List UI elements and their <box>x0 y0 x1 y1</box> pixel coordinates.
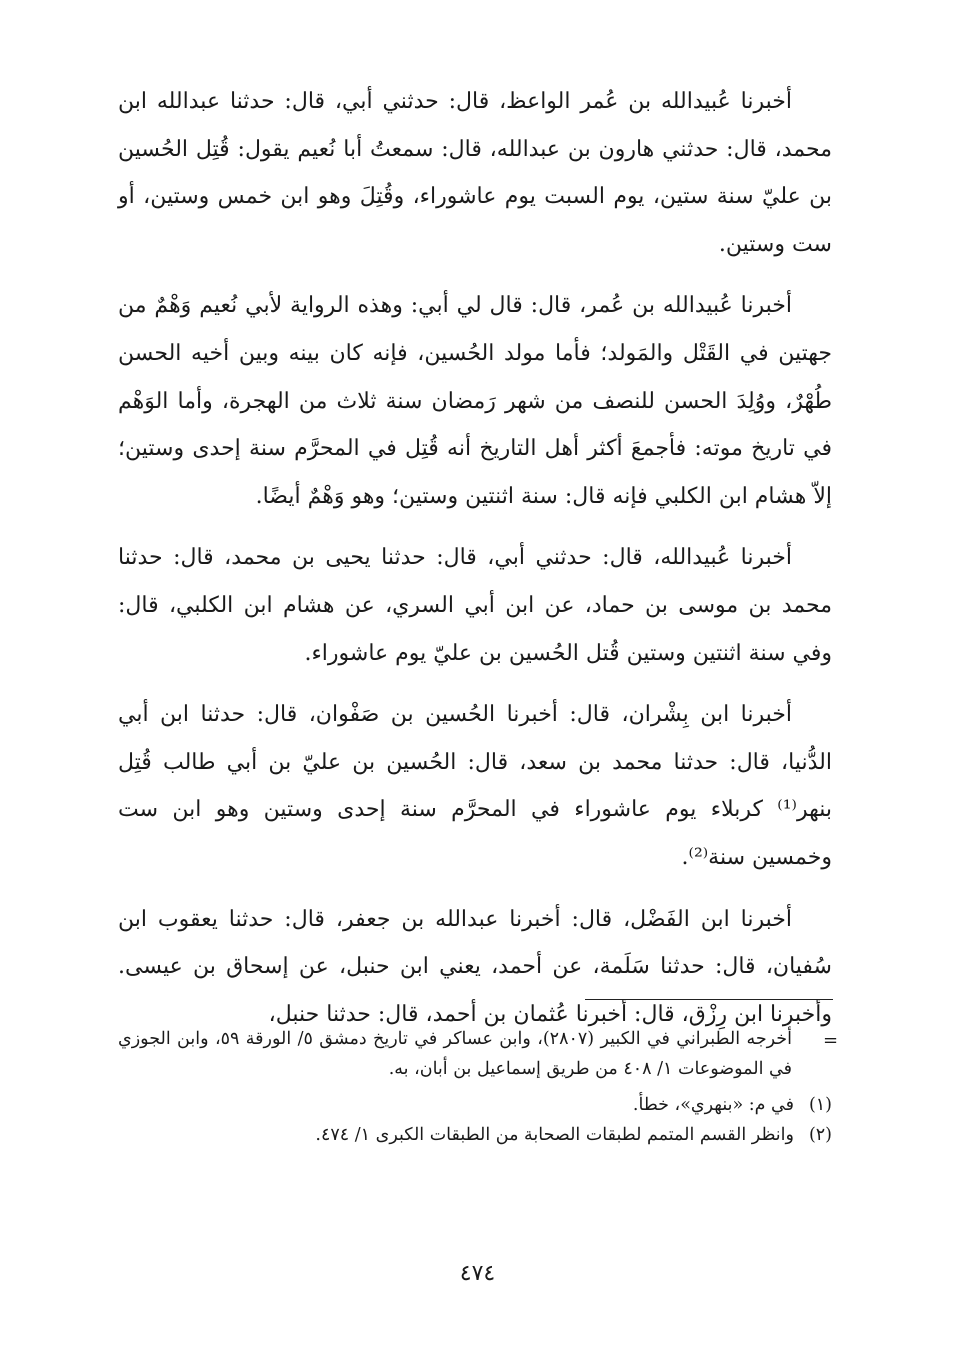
footnote-separator <box>585 999 833 1000</box>
footnote-2 <box>118 1120 832 1150</box>
footnotes <box>118 1024 832 1150</box>
paragraph-4: أخبرنا ابن بِشْران، قال: أخبرنا الحُسين بن صَفْوان، قال: حدثنا ابن أبي الدُّنيا، قال: حدثنا محمد بن سعد، قال: الحُسين بن عليّ بن أبي طالب قُتِل بنهر⁽¹⁾ كربلاء يوم عاشوراء في المحرَّم سنة إحدى وستين وهو ابن ست وخمسين سنة⁽²⁾. <box>118 702 832 870</box>
footnote-1 <box>118 1090 832 1120</box>
paragraph-1: أخبرنا عُبيدالله بن عُمر الواعظ، قال: حدثني أبي، قال: حدثنا عبدالله ابن محمد، قال: حدثني هارون بن عبدالله، قال: سمعتُ أبا نُعيم يقول: قُتِل الحُسين بن عليّ سنة ستين، يوم السبت يوم عاشوراء، وقُتِلَ وهو ابن خمس وستين، أو ست وستين. <box>118 89 832 257</box>
footnote-continuation-marker: = <box>823 1030 839 1051</box>
paragraph-3: أخبرنا عُبيدالله، قال: حدثني أبي، قال: حدثنا يحيى بن محمد، قال: حدثنا محمد بن موسى بن حماد، عن ابن أبي السري، عن هشام ابن الكلبي، قال: وفي سنة اثنتين وستين قُتل الحُسين بن عليّ يوم عاشوراء. <box>118 545 832 666</box>
footnote-continuation: أخرجه الطبراني في الكبير (٢٨٠٧)، وابن عساكر في تاريخ دمشق ٥/ الورقة ٥٩، وابن الجوزي في الموضوعات ١/ ٤٠٨ من طريق إسماعيل بن أبان، به. <box>118 1029 792 1079</box>
footnote-number: (٢) <box>808 1125 832 1145</box>
paragraph-2: أخبرنا عُبيدالله بن عُمر، قال: قال لي أبي: وهذه الرواية لأبي نُعيم وَهْمٌ من جهتين في القَتْل والمَولد؛ فأما مولد الحُسين، فإنه كان بينه وبين أخيه الحسن طُهْرٌ، ووُلِدَ الحسن للنصف من شهر رَمضان سنة ثلاث من الهجرة، وأما الوَهْم في تاريخ موته: فأجمعَ أكثر أهل التاريخ أنه قُتِل في المحرَّم سنة إحدى وستين؛ إلاّ هشام ابن الكلبي فإنه قال: سنة اثنتين وستين؛ وهو وَهْمٌ أيضًا. <box>118 293 832 509</box>
footnote-text: وانظر القسم المتمم لطبقات الصحابة من الطبقات الكبرى ١/ ٤٧٤. <box>315 1125 794 1145</box>
footnote-text: في م: «بنهري»، خطأ. <box>632 1095 794 1115</box>
page-number: ٤٧٤ <box>459 1261 496 1286</box>
paragraph-5: أخبرنا ابن الفَضْل، قال: أخبرنا عبدالله بن جعفر، قال: حدثنا يعقوب ابن سُفيان، قال: حدثنا سَلَمة، عن أحمد، يعني ابن حنبل، عن إسحاق بن عيسى. وأخبرنا ابن رِزْق، قال: أخبرنا عُثمان بن أحمد، قال: حدثنا حنبل، <box>118 906 832 1027</box>
main-text <box>118 78 832 1052</box>
footnote-number: (١) <box>808 1095 832 1115</box>
